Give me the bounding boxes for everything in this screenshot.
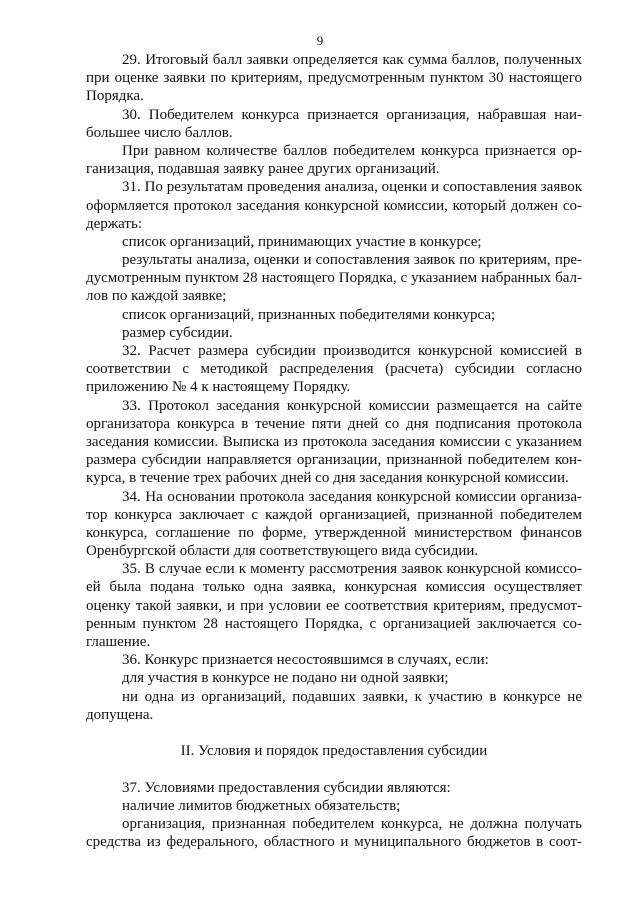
text-line: оформляется протокол заседания конкурсной комиссии, который должен со- [86, 197, 582, 214]
text-line: список организаций, признанных победителями конкурса; [122, 306, 496, 323]
text-line: При равном количестве баллов победителем конкурса признается ор- [122, 142, 582, 159]
text-line: 37. Условиями предоставления субсидии являются: [122, 779, 451, 796]
text-line: конкурса, соглашение по форме, утвержденной министерством финансов [86, 524, 582, 541]
text-line: организатора конкурса в течение пяти дней со дня подписания протокола [86, 415, 582, 432]
text-line: список организаций, принимающих участие в конкурсе; [122, 233, 482, 250]
text-line: тор конкурса заключает с каждой организацией, признанной победителем [86, 506, 582, 523]
text-line: Порядка. [86, 88, 144, 105]
text-line: допущена. [86, 706, 154, 723]
text-line: 31. По результатам проведения анализа, оценки и сопоставления заявок [122, 179, 582, 196]
spacer [86, 760, 582, 778]
document-body [86, 51, 582, 851]
text-line: ганизация, подавшая заявку ранее других организаций. [86, 161, 440, 178]
text-line: 36. Конкурс признается несостоявшимся в случаях, если: [122, 652, 489, 669]
text-line: 32. Расчет размера субсидии производится конкурсной комиссией в [122, 343, 582, 359]
text-line: лов по каждой заявке; [86, 288, 227, 305]
text-line: ренным пунктом 28 настоящего Порядка, с организацией заключается со- [86, 615, 582, 632]
text-line: 35. В случае если к моменту рассмотрения заявок конкурсной комиссо- [122, 561, 582, 578]
text-line: глашение. [86, 634, 151, 650]
text-line: 30. Победителем конкурса признается организация, набравшая наи- [122, 106, 582, 123]
text-line: результаты анализа, оценки и сопоставления заявок по критериям, пре- [122, 252, 582, 269]
text-line: ей была подана только одна заявка, конкурсная комиссия осуществляет [86, 579, 582, 596]
text-line: дусмотренным пунктом 28 настоящего Порядка, с указанием набранных бал- [86, 270, 582, 287]
text-line: курса, в течение трех рабочих дней со дня заседания конкурсной комиссии. [86, 470, 569, 487]
text-line: приложению № 4 к настоящему Порядку. [86, 379, 351, 396]
text-line: размера субсидии направляется организации, признанной победителем кон- [86, 452, 582, 469]
text-line: заседания комиссии. Выписка из протокола заседания комиссии с указанием [86, 433, 582, 450]
text-line: организация, признанная победителем конкурса, не должна получать [122, 815, 582, 832]
page-number: 9 [316, 33, 324, 48]
text-line: 29. Итоговый балл заявки определяется как сумма баллов, полученных [122, 52, 582, 68]
text-block-bottom [86, 779, 582, 852]
text-line: при оценке заявки по критериям, предусмотренным пунктом 30 настоящего [86, 70, 582, 87]
text-line: наличие лимитов бюджетных обязательств; [122, 797, 401, 814]
text-line: держать: [86, 215, 142, 232]
text-line: средства из федерального, областного и муниципального бюджетов в соот- [86, 834, 582, 851]
text-line: 34. На основании протокола заседания конкурсной комиссии организа- [122, 488, 582, 505]
text-line: большее число баллов. [86, 124, 233, 141]
section-heading: II. Условия и порядок предоставления субсидии [180, 743, 488, 760]
text-line: оценку такой заявки, и при условии ее соответствия критериям, предусмот- [86, 597, 582, 614]
text-line: 33. Протокол заседания конкурсной комиссии размещается на сайте [122, 397, 582, 414]
text-line: соответствии с методикой распределения (расчета) субсидии согласно [86, 361, 582, 378]
text-block-top [86, 51, 582, 724]
text-line: ни одна из организаций, подавших заявки, к участию в конкурсе не [122, 688, 582, 705]
text-line: размер субсидии. [122, 324, 233, 341]
spacer [86, 724, 582, 742]
text-line: Оренбургской области для соответствующего вида субсидии. [86, 543, 479, 560]
text-line: для участия в конкурсе не подано ни одной заявки; [122, 670, 449, 687]
